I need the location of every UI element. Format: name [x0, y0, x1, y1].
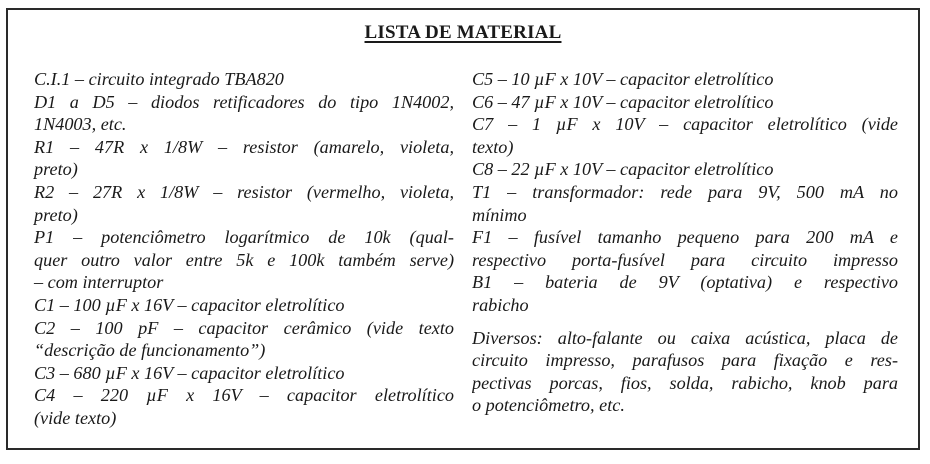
list-line: preto) [34, 159, 78, 180]
list-line: quer outro valor entre 5k e 100k também serve) [34, 249, 454, 270]
list-line: texto) [472, 136, 514, 157]
list-line: C.I.1 – circuito integrado TBA820 [34, 69, 284, 89]
list-line: C7 – 1 µF x 10V – capacitor eletrolítico (vide [472, 114, 898, 135]
title-row [8, 22, 918, 44]
list-line: rabicho [472, 294, 529, 315]
list-line: circuito impresso, parafusos para fixação e res- [472, 350, 898, 371]
list-line: o potenciômetro, etc. [472, 395, 625, 416]
diversos-paragraph [472, 327, 898, 417]
material-list-box [6, 8, 920, 450]
list-line: C8 – 22 µF x 10V – capacitor eletrolítico [472, 159, 774, 180]
list-line: C6 – 47 µF x 10V – capacitor eletrolítico [472, 91, 774, 112]
list-line: R2 – 27R x 1/8W – resistor (vermelho, violeta, [34, 181, 454, 202]
list-line: C3 – 680 µF x 16V – capacitor eletrolítico [34, 362, 345, 383]
list-line: mínimo [472, 204, 527, 225]
paragraph-gap [472, 317, 898, 327]
list-line: D1 a D5 – diodos retificadores do tipo 1N4002, [34, 91, 454, 112]
list-line: pectivas porcas, fios, solda, rabicho, knob para [472, 372, 898, 393]
list-line: preto) [34, 204, 78, 225]
list-line: 1N4003, etc. [34, 114, 127, 135]
list-line: (vide texto) [34, 407, 117, 428]
list-line: Diversos: alto-falante ou caixa acústica, placa de [472, 327, 898, 348]
list-line: – com interruptor [34, 272, 164, 293]
list-title: LISTA DE MATERIAL [364, 22, 562, 43]
list-line: B1 – bateria de 9V (optativa) e respectivo [472, 272, 898, 293]
list-line: respectivo porta-fusível para circuito impresso [472, 249, 898, 270]
left-column [34, 68, 454, 430]
list-line: C5 – 10 µF x 10V – capacitor eletrolítico [472, 69, 774, 89]
list-line: C4 – 220 µF x 16V – capacitor eletrolítico [34, 385, 454, 406]
list-line: C1 – 100 µF x 16V – capacitor eletrolítico [34, 294, 345, 315]
right-column [472, 68, 898, 417]
list-line: P1 – potenciômetro logarítmico de 10k (qual- [34, 227, 454, 248]
list-line: R1 – 47R x 1/8W – resistor (amarelo, violeta, [34, 136, 454, 157]
list-line: F1 – fusível tamanho pequeno para 200 mA e [472, 227, 898, 248]
list-line: T1 – transformador: rede para 9V, 500 mA no [472, 181, 898, 202]
list-line: C2 – 100 pF – capacitor cerâmico (vide texto [34, 317, 454, 338]
list-line: “descrição de funcionamento”) [34, 340, 266, 361]
